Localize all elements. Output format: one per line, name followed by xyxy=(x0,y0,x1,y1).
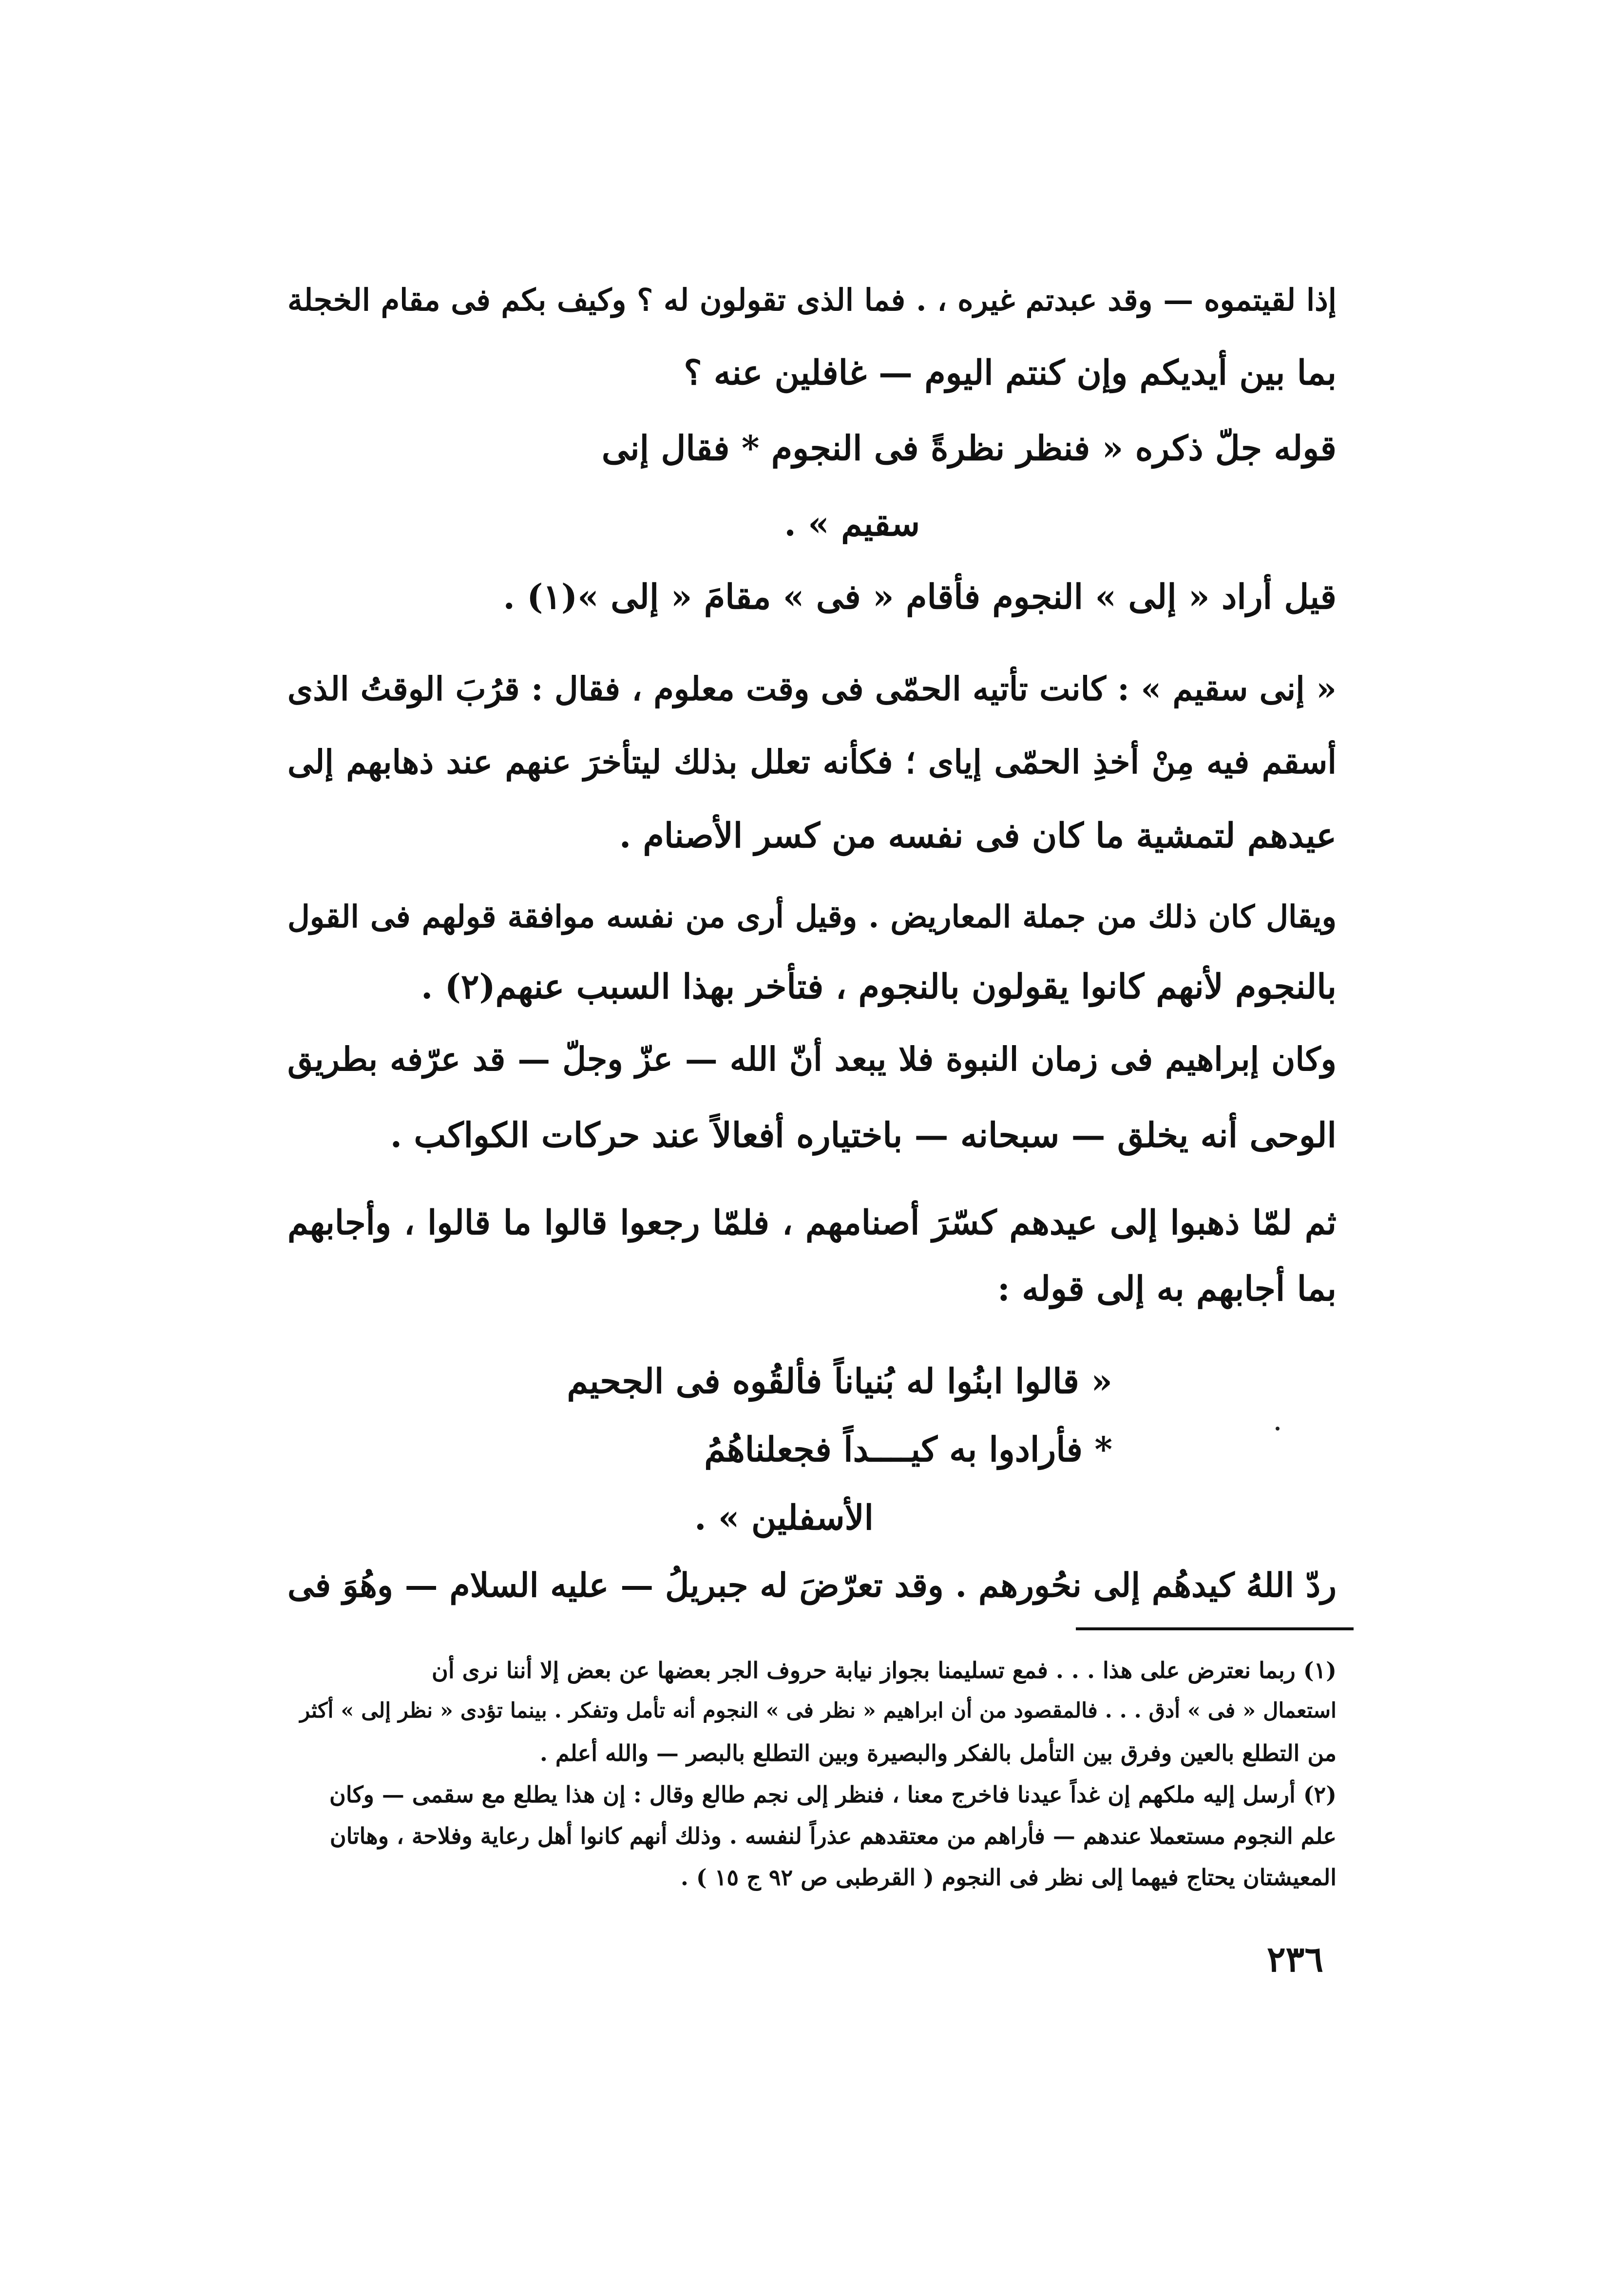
body-line-4: سقيم » . xyxy=(784,503,920,544)
body-line-2: بما بين أيديكم وإن كنتم اليوم — غافلين عنه ؟ xyxy=(684,352,1337,393)
verse-line-2: * فأرادوا به كيــــداً فجعلناهُمُ xyxy=(704,1429,1112,1470)
page-number: ٢٣٦ xyxy=(1267,1938,1324,1980)
body-line-last: ردّ اللهُ كيدهُم إلى نحُورهم . وقد تعرّضَ له جبريلُ — عليه السلام — وهُوَ فى xyxy=(287,1566,1337,1605)
body-line-12: الوحى أنه يخلق — سبحانه — باختياره أفعالاً عند حركات الكواكب . xyxy=(390,1115,1337,1155)
body-line-8: عيدهم لتمشية ما كان فى نفسه من كسر الأصنام . xyxy=(619,815,1337,856)
footnote-line-3: من التطلع بالعين وفرق بين التأمل بالفكر والبصيرة وبين التطلع بالبصر — والله أعلم . xyxy=(539,1740,1337,1766)
footnote-line-6: المعيشتان يحتاج فيهما إلى نظر فى النجوم ( القرطبى ص ٩٢ ج ١٥ ) . xyxy=(680,1864,1337,1890)
body-line-14: بما أجابهم به إلى قوله : xyxy=(997,1268,1337,1309)
footnote-line-5: علم النجوم مستعملا عندهم — فأراهم من معتقدهم عذراً لنفسه . وذلك أنهم كانوا أهل رعاية وفلاحة ، وهاتان xyxy=(329,1823,1337,1849)
stray-mark xyxy=(1276,1427,1280,1431)
body-line-13: ثم لمّا ذهبوا إلى عيدهم كسّرَ أصنامهم ، فلمّا رجعوا قالوا ما قالوا ، وأجابهم xyxy=(287,1203,1337,1242)
body-line-11: وكان إبراهيم فى زمان النبوة فلا يبعد أنّ الله — عزّ وجلّ — قد عرّفه بطريق xyxy=(287,1040,1337,1078)
body-line-3: قوله جلّ ذكره « فنظر نظرةً فى النجوم * فقال إنى xyxy=(601,428,1337,468)
footnote-line-4: (٢) أرسل إليه ملكهم إن غداً عيدنا فاخرج معنا ، فنظر إلى نجم طالع وقال : إن هذا يطلع مع سقمى — وكان xyxy=(329,1781,1337,1808)
body-line-5: قيل أراد « إلى » النجوم فأقام « فى » مقامَ « إلى »(١) . xyxy=(503,576,1337,617)
body-line-10: بالنجوم لأنهم كانوا يقولون بالنجوم ، فتأخر بهذا السبب عنهم(٢) . xyxy=(421,966,1337,1007)
footnote-line-1: (١) ربما نعترض على هذا . . . فمع تسليمنا بجواز نيابة حروف الجر بعضها عن بعض إلا أننا نرى أن xyxy=(432,1657,1337,1683)
body-line-1: إذا لقيتموه — وقد عبدتم غيره ، . فما الذى تقولون له ؟ وكيف بكم فى مقام الخجلة xyxy=(287,282,1337,318)
body-line-6: « إنى سقيم » : كانت تأتيه الحمّى فى وقت معلوم ، فقال : قرُبَ الوقتُ الذى xyxy=(287,669,1337,708)
footnote-separator xyxy=(1076,1627,1354,1630)
body-line-7: أسقم فيه مِنْ أخذِ الحمّى إياى ؛ فكأنه تعلل بذلك ليتأخرَ عنهم عند ذهابهم إلى xyxy=(287,743,1337,781)
footnote-line-2: استعمال « فى » أدق . . . فالمقصود من أن ابراهيم « نظر فى » النجوم أنه تأمل وتفكر . بينما تؤدى « نظر إلى » أكثر xyxy=(300,1699,1337,1723)
verse-line-3: الأسفلين » . xyxy=(694,1497,874,1538)
verse-line-1: « قالوا ابنُوا له بُنياناً فألقُوه فى الجحيم xyxy=(567,1361,1112,1401)
body-line-9: ويقال كان ذلك من جملة المعاريض . وقيل أرى من نفسه موافقة قولهم فى القول xyxy=(287,898,1337,935)
